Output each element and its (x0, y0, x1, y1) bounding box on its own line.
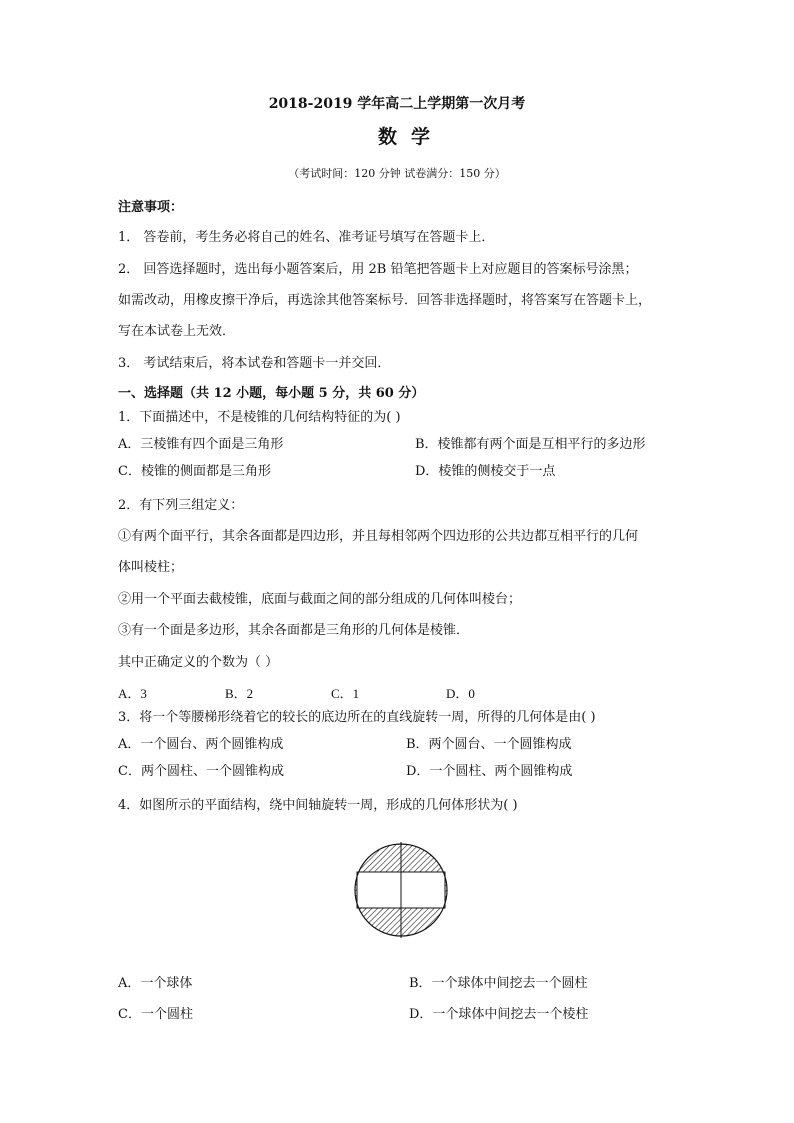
q4-option-b: B．一个球体中间挖去一个圆柱 (409, 976, 588, 991)
exam-subject: 数学 (377, 126, 444, 148)
notice-item-3: 3． 考试结束后，将本试卷和答题卡一并交回． (118, 356, 391, 371)
notice-heading: 注意事项： (118, 200, 184, 215)
notice-item-2-line-3: 写在本试卷上无效． (118, 324, 236, 339)
q4-option-a: A．一个球体 (118, 976, 193, 991)
q4-figure-sphere-with-cut (353, 842, 449, 938)
q4-option-d: D．一个球体中间挖去一个棱柱 (409, 1007, 589, 1022)
q1-option-c: C．棱锥的侧面都是三角形 (118, 464, 271, 479)
q2-def-1-line-2: 体叫棱柱； (118, 560, 184, 575)
notice-item-2-line-2: 如需改动，用橡皮擦干净后，再选涂其他答案标号．回答非选择题时，将答案写在答题卡上， (118, 293, 652, 308)
q2-stem: 2．有下列三组定义： (118, 498, 244, 513)
q2-def-3: ③有一个面是多边形，其余各面都是三角形的几何体是棱锥． (118, 623, 470, 638)
notice-item-2-line-1: 2． 回答选择题时，选出每小题答案后，用 2B 铅笔把答题卡上对应题目的答案标号涂黑； (118, 262, 638, 277)
q1-option-d: D．棱锥的侧棱交于一点 (415, 464, 556, 479)
q2-question: 其中正确定义的个数为（ ） (118, 655, 279, 670)
q3-option-a: A．一个圆台、两个圆锥构成 (118, 737, 284, 752)
exam-info: （考试时间：120 分钟 试卷满分：150 分） (288, 167, 506, 180)
q4-option-c: C．一个圆柱 (118, 1007, 193, 1022)
exam-title: 2018-2019 学年高二上学期第一次月考 (268, 96, 526, 112)
q2-def-2: ②用一个平面去截棱锥，底面与截面之间的部分组成的几何体叫棱台； (118, 592, 522, 607)
q1-option-b: B．棱锥都有两个面是互相平行的多边形 (415, 437, 646, 452)
q2-option-a: A．3 (118, 686, 147, 701)
q1-option-a: A．三棱锥有四个面是三角形 (118, 437, 284, 452)
section-1-heading: 一、选择题（共 12 小题，每小题 5 分，共 60 分） (118, 386, 425, 401)
q3-option-d: D．一个圆柱、两个圆锥构成 (406, 764, 573, 779)
q2-option-b: B．2 (225, 686, 254, 701)
notice-item-1: 1． 答卷前，考生务必将自己的姓名、准考证号填写在答题卡上． (118, 230, 495, 245)
q3-stem: 3．将一个等腰梯形绕着它的较长的底边所在的直线旋转一周，所得的几何体是由( ) (118, 710, 596, 725)
q2-option-c: C．1 (331, 686, 360, 701)
q3-option-b: B．两个圆台、一个圆锥构成 (406, 737, 572, 752)
q2-option-d: D．0 (446, 686, 475, 701)
q1-stem: 1．下面描述中，不是棱锥的几何结构特征的为( ) (118, 410, 401, 425)
q3-option-c: C．两个圆柱、一个圆锥构成 (118, 764, 284, 779)
q4-stem: 4．如图所示的平面结构，绕中间轴旋转一周，形成的几何体形状为( ) (118, 798, 518, 813)
q2-def-1-line-1: ①有两个面平行，其余各面都是四边形，并且每相邻两个四边形的公共边都互相平行的几何 (118, 529, 639, 544)
